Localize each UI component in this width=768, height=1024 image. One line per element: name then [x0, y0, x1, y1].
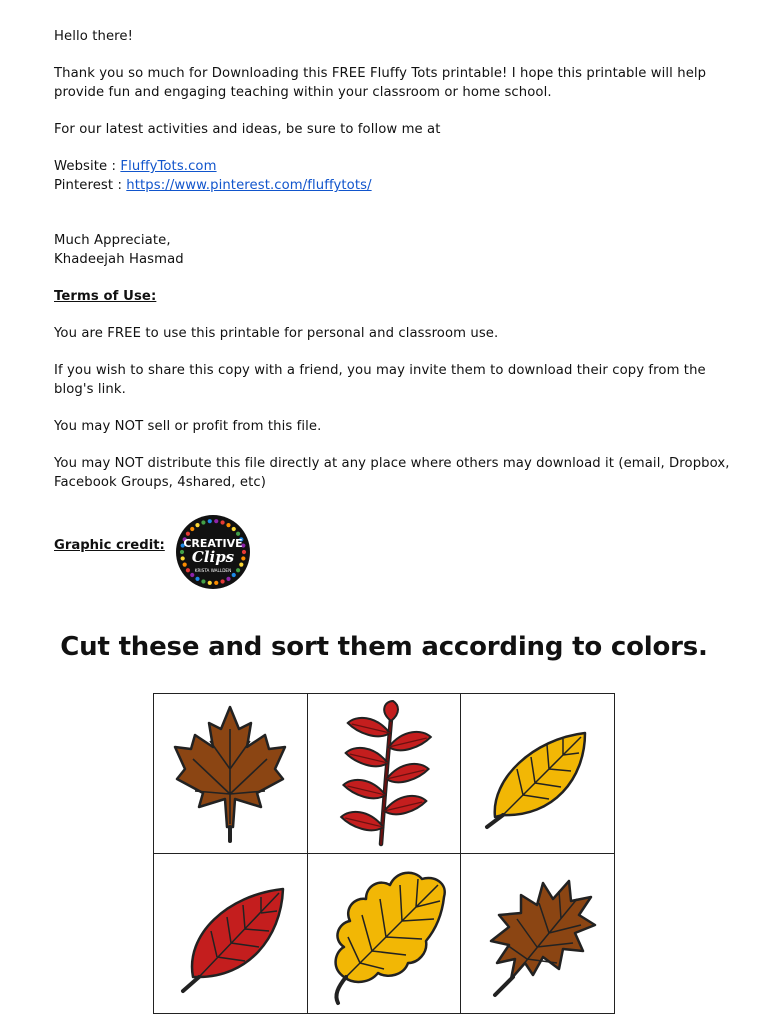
- logo-dot: [241, 556, 245, 560]
- logo-dot: [180, 556, 184, 560]
- worksheet-title: Cut these and sort them according to colors.: [60, 632, 708, 662]
- graphic-credit: [54, 514, 251, 590]
- logo-dot: [195, 523, 199, 527]
- leaflet: [389, 731, 431, 749]
- logo-dot: [226, 523, 230, 527]
- logo-dot: [186, 532, 190, 536]
- logo-dot: [214, 519, 218, 523]
- pinterest-label: Pinterest :: [54, 178, 127, 193]
- leaf-card[interactable]: [307, 854, 461, 1014]
- terms-item-1: You are FREE to use this printable for personal and classroom use.: [54, 326, 499, 341]
- logo-dot: [180, 550, 184, 554]
- logo-dot: [236, 532, 240, 536]
- letter-body: [54, 27, 734, 492]
- pinterest-link[interactable]: https://www.pinterest.com/fluffytots/: [126, 178, 372, 193]
- logo-dot: [182, 563, 186, 567]
- author-name: Khadeejah Hasmad: [54, 252, 184, 267]
- oval-leaf-icon: [473, 699, 603, 849]
- website-line: [54, 157, 734, 176]
- oval-leaf-icon: [165, 859, 295, 1009]
- logo-dot: [207, 519, 211, 523]
- leaflet: [343, 779, 385, 797]
- terms-item-4: You may NOT distribute this file directly at any place where others may download it (email, Dropbox, Facebook Groups, 4shared, etc): [54, 456, 730, 490]
- logo-dot: [214, 581, 218, 585]
- leaf-card[interactable]: [307, 694, 461, 854]
- logo-dot: [220, 579, 224, 583]
- logo-text-clips: Clips: [191, 548, 234, 566]
- logo-dot: [201, 579, 205, 583]
- logo-dot: [201, 520, 205, 524]
- leaflet: [387, 763, 429, 781]
- terms-item-2: If you wish to share this copy with a friend, you may invite them to download their copy from the blog's link.: [54, 363, 706, 397]
- oak-leaf-icon: [314, 859, 454, 1009]
- maple-leaf-icon: [165, 699, 295, 849]
- pinterest-line: [54, 176, 734, 195]
- terms-heading: Terms of Use:: [54, 289, 157, 304]
- logo-dot: [231, 527, 235, 531]
- logo-dot: [242, 550, 246, 554]
- logo-text-author: KRISTA WALLDEN: [194, 568, 232, 573]
- logo-dot: [186, 568, 190, 572]
- website-link[interactable]: FluffyTots.com: [120, 159, 217, 174]
- holly-leaf-icon: [473, 859, 603, 1009]
- branch-leaf-icon: [319, 699, 449, 849]
- greeting: Hello there!: [54, 29, 133, 44]
- logo-dot: [226, 577, 230, 581]
- creative-clips-logo-icon: [175, 514, 251, 590]
- leaflet: [346, 747, 388, 765]
- leaf-card[interactable]: [154, 854, 308, 1014]
- leaflet: [384, 795, 426, 813]
- follow-paragraph: For our latest activities and ideas, be sure to follow me at: [54, 122, 441, 137]
- logo-dot: [207, 581, 211, 585]
- logo-dot: [220, 520, 224, 524]
- graphic-credit-label: Graphic credit:: [54, 537, 165, 553]
- website-label: Website :: [54, 159, 121, 174]
- logo-dot: [236, 568, 240, 572]
- leaf-card[interactable]: [461, 854, 615, 1014]
- leaflet: [384, 701, 398, 721]
- leaf-cutout-grid: [153, 693, 615, 1014]
- logo-dot: [239, 563, 243, 567]
- leaflet: [341, 811, 383, 829]
- terms-item-3: You may NOT sell or profit from this file.: [54, 419, 322, 434]
- logo-dot: [195, 577, 199, 581]
- leaflet: [348, 717, 390, 735]
- logo-text-creative: CREATIVE: [183, 537, 243, 550]
- thanks-paragraph: Thank you so much for Downloading this FREE Fluffy Tots printable! I hope this printable will help provide fun and engaging teaching within your classroom or home school.: [54, 66, 707, 100]
- logo-dot: [190, 573, 194, 577]
- leaf-card[interactable]: [461, 694, 615, 854]
- logo-dot: [190, 527, 194, 531]
- logo-dot: [231, 573, 235, 577]
- leaf-card[interactable]: [154, 694, 308, 854]
- signoff: Much Appreciate,: [54, 233, 171, 248]
